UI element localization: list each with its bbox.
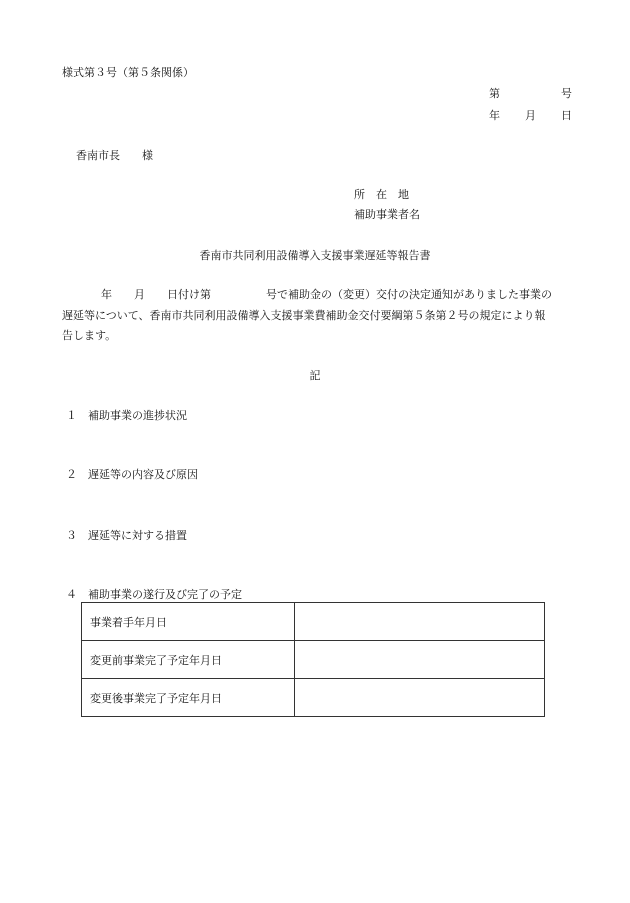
table-cell-label: 変更後事業完了予定年月日 [82,679,295,717]
table-cell-value[interactable] [295,603,545,641]
item-delay-reason: ２ 遅延等の内容及び原因 [66,468,198,481]
document-number-suffix: 号 [561,87,572,100]
body-text-line-3: 告します。 [62,329,117,342]
date-month-label: 月 [525,109,536,122]
addressee: 香南市長 様 [76,149,153,162]
table-cell-label: 変更前事業完了予定年月日 [82,641,295,679]
date-year-label: 年 [489,109,500,122]
document-title: 香南市共同利用設備導入支援事業遅延等報告書 [199,249,431,262]
ki-heading: 記 [309,369,321,382]
date-day-label: 日 [561,109,572,122]
table-cell-label: 事業着手年月日 [82,603,295,641]
document-number-prefix: 第 [489,87,500,100]
item-progress-status: １ 補助事業の進捗状況 [66,409,187,422]
table-cell-value[interactable] [295,679,545,717]
body-text-line-1: 年 月 日付け第 号で補助金の（変更）交付の決定通知がありました事業の [101,288,552,301]
form-number: 様式第３号（第５条関係） [62,66,194,79]
table-cell-value[interactable] [295,641,545,679]
body-text-line-2: 遅延等について、香南市共同利用設備導入支援事業費補助金交付要綱第５条第２号の規定により報 [62,309,546,322]
applicant-name-label: 補助事業者名 [354,208,420,221]
schedule-table [81,602,545,717]
item-schedule: ４ 補助事業の遂行及び完了の予定 [66,588,242,601]
item-delay-measures: ３ 遅延等に対する措置 [66,529,187,542]
table-row [82,641,545,679]
applicant-address-label: 所 在 地 [354,188,409,201]
table-row [82,603,545,641]
table-row [82,679,545,717]
